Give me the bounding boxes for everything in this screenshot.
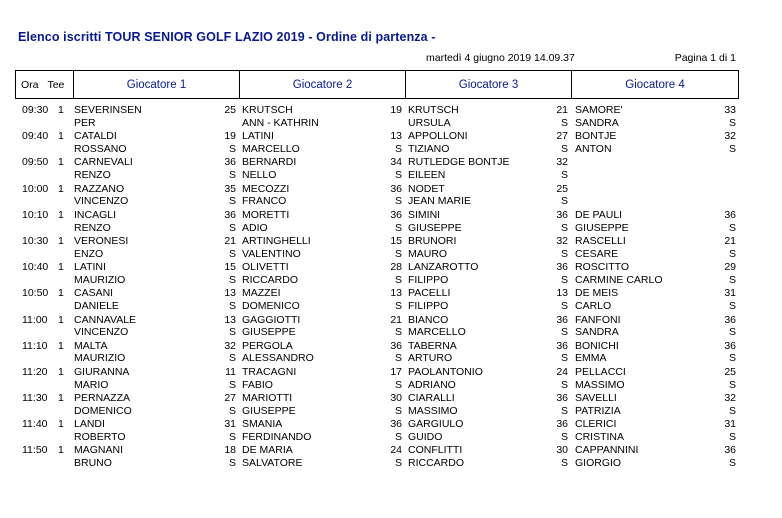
player-4-first-name: GIUSEPPE [575,221,629,234]
player-1-first-name: DOMENICO [74,404,132,417]
player-4-first-name: CARLO [575,300,612,313]
player-4-category: S [728,326,736,339]
player-3-handicap: 36 [556,261,568,274]
player-4-first-name: CRISTINA [575,431,625,444]
player-4-first-name: PATRIZIA [575,404,621,417]
tee-time: 10:50 [22,287,49,300]
player-4-last-name: BONTJE [575,130,617,143]
start-list [0,104,782,471]
player-3-first-name: MARCELLO [408,326,466,339]
tee-time: 11:40 [22,418,48,431]
player-1-handicap: 36 [224,156,236,169]
player-2-last-name: TRACAGNI [242,365,297,378]
player-1-last-name: CARNEVALI [74,156,133,169]
player-1-last-name: CANNAVALE [74,313,137,326]
player-3-handicap: 36 [556,208,568,221]
tee-number: 1 [58,208,64,221]
player-1-last-name: VERONESI [74,234,129,247]
player-1-category: S [228,431,236,444]
player-4-last-name: DE PAULI [575,208,623,221]
player-4-handicap: 33 [724,104,736,116]
player-3-handicap: 24 [556,365,568,378]
player-4-category: S [728,352,736,365]
player-3-category: S [560,300,568,313]
player-1-last-name: MALTA [74,339,108,352]
player-2-last-name: LATINI [242,130,274,143]
player-3-last-name: PACELLI [408,287,451,300]
tee-number: 1 [58,104,64,116]
player-2-category: S [394,457,402,470]
player-2-first-name: SALVATORE [242,457,303,470]
player-1-handicap: 13 [224,287,236,300]
player-2-category: S [394,404,402,417]
player-2-first-name: GIUSEPPE [242,326,296,339]
player-4-last-name: BONICHI [575,339,619,352]
player-2-category: S [394,221,402,234]
player-1-last-name: CASANI [74,287,114,300]
player-4-first-name: EMMA [575,352,607,365]
tee-time: 11:30 [22,392,48,405]
tee-number: 1 [58,339,64,352]
player-1-category: S [228,273,236,286]
player-2-last-name: SMANIA [242,418,283,431]
player-4-handicap: 32 [724,130,736,143]
table-row [0,392,782,418]
player-1-first-name: ENZO [74,247,104,260]
player-2-first-name: RICCARDO [242,273,299,286]
player-2-category: S [394,247,402,260]
player-3-category: S [560,404,568,417]
player-3-last-name: NODET [408,182,445,195]
player-1-category: S [228,247,236,260]
player-1-last-name: INCAGLI [74,208,117,221]
player-2-category: S [394,142,402,155]
player-3-first-name: MASSIMO [408,404,458,417]
player-4-last-name: SAMORE' [575,104,623,116]
player-2-handicap: 36 [390,339,402,352]
player-3-last-name: CIARALLI [408,392,455,405]
player-3-last-name: LANZAROTTO [408,261,479,274]
player-3-last-name: BIANCO [408,313,449,326]
player-1-first-name: RENZO [74,221,111,234]
player-4-handicap: 36 [724,208,736,221]
player-4-first-name: CESARE [575,247,619,260]
column-header-player-3: Giocatore 3 [405,71,571,98]
player-4-handicap: 25 [724,365,736,378]
tee-time: 11:50 [22,444,48,457]
player-1-last-name: LANDI [74,418,105,431]
player-3-category: S [560,247,568,260]
player-4-last-name: ROSCITTO [575,261,630,274]
column-header-tee: Tee [47,78,65,91]
player-2-category: S [394,195,402,208]
player-3-last-name: CONFLITTI [408,444,463,457]
player-2-handicap: 17 [390,365,402,378]
player-3-first-name: FILIPPO [408,273,449,286]
player-3-last-name: GARGIULO [408,418,464,431]
player-1-first-name: ROSSANO [74,142,127,155]
player-4-first-name: CARMINE CARLO [575,273,663,286]
player-3-first-name: EILEEN [408,169,446,182]
column-header-ora: Ora [21,78,39,91]
player-3-category: S [560,221,568,234]
tee-time: 11:00 [22,313,48,326]
tee-time: 10:10 [22,208,49,221]
tee-time: 09:50 [22,156,49,169]
player-3-first-name: JEAN MARIE [408,195,472,208]
player-2-category: S [394,300,402,313]
player-4-last-name: DE MEIS [575,287,619,300]
player-4-category: S [728,457,736,470]
player-1-last-name: CATALDI [74,130,117,143]
player-3-category: S [560,169,568,182]
player-4-last-name: RASCELLI [575,234,626,247]
player-2-last-name: MARIOTTI [242,392,293,405]
player-3-first-name: RICCARDO [408,457,465,470]
player-3-last-name: SIMINI [408,208,441,221]
player-2-last-name: PERGOLA [242,339,293,352]
player-3-first-name: ADRIANO [408,378,456,391]
player-4-category: S [728,116,736,129]
player-3-category: S [560,273,568,286]
player-2-first-name: GIUSEPPE [242,404,296,417]
table-row [0,183,782,209]
table-row [0,209,782,235]
player-2-category: S [394,431,402,444]
tee-number: 1 [58,287,64,300]
player-3-category: S [560,457,568,470]
player-3-handicap: 30 [556,444,568,457]
player-4-category: S [728,142,736,155]
tee-time: 10:30 [22,234,49,247]
table-row [0,261,782,287]
tee-number: 1 [58,130,64,143]
player-4-category: S [728,378,736,391]
column-header-ora-tee [16,71,73,98]
player-1-category: S [228,378,236,391]
player-4-last-name: CAPPANNINI [575,444,639,457]
table-row [0,418,782,444]
player-1-category: S [228,221,236,234]
table-row [0,366,782,392]
player-3-last-name: APPOLLONI [408,130,468,143]
player-1-handicap: 32 [224,339,236,352]
column-header-player-2: Giocatore 2 [239,71,405,98]
player-2-category: S [394,378,402,391]
player-2-handicap: 24 [390,444,402,457]
player-1-last-name: LATINI [74,261,106,274]
player-2-last-name: DE MARIA [242,444,293,457]
tee-number: 1 [58,234,64,247]
player-1-first-name: VINCENZO [74,195,129,208]
player-2-last-name: GAGGIOTTI [242,313,301,326]
player-3-handicap: 13 [556,287,568,300]
print-date: martedì 4 giugno 2019 14.09.37 [426,52,575,64]
player-2-first-name: ADIO [242,221,268,234]
player-2-last-name: MAZZEI [242,287,281,300]
player-1-last-name: MAGNANI [74,444,124,457]
table-row [0,130,782,156]
player-2-handicap: 13 [390,130,402,143]
page-indicator: Pagina 1 di 1 [674,52,736,64]
player-1-last-name: SEVERINSEN [74,104,142,116]
player-2-handicap: 13 [390,287,402,300]
player-4-handicap: 36 [724,339,736,352]
player-3-last-name: TABERNA [408,339,457,352]
player-1-handicap: 27 [224,392,236,405]
player-2-last-name: ARTINGHELLI [242,234,311,247]
player-4-first-name: SANDRA [575,116,619,129]
player-4-category: S [728,273,736,286]
player-4-category: S [728,431,736,444]
player-1-first-name: VINCENZO [74,326,129,339]
player-1-first-name: PER [74,116,96,129]
player-1-category: S [228,195,236,208]
player-3-last-name: BRUNORI [408,234,457,247]
player-3-first-name: GUIDO [408,431,443,444]
table-row [0,104,782,130]
player-3-handicap: 36 [556,339,568,352]
player-2-last-name: OLIVETTI [242,261,289,274]
player-2-last-name: BERNARDI [242,156,297,169]
player-2-first-name: VALENTINO [242,247,301,260]
tee-time: 10:40 [22,261,49,274]
player-1-category: S [228,326,236,339]
player-2-handicap: 21 [390,313,402,326]
player-2-handicap: 36 [390,208,402,221]
player-1-first-name: RENZO [74,169,111,182]
player-3-category: S [560,142,568,155]
table-row [0,314,782,340]
player-2-first-name: MARCELLO [242,142,300,155]
tee-time: 11:10 [22,339,48,352]
player-4-last-name: PELLACCI [575,365,626,378]
tee-number: 1 [58,182,64,195]
tee-number: 1 [58,365,64,378]
table-row [0,340,782,366]
player-3-first-name: TIZIANO [408,142,450,155]
tee-number: 1 [58,313,64,326]
player-3-handicap: 36 [556,418,568,431]
player-4-first-name: SANDRA [575,326,619,339]
tee-time: 10:00 [22,182,49,195]
player-3-last-name: PAOLANTONIO [408,365,483,378]
player-1-handicap: 11 [225,365,236,378]
player-2-handicap: 36 [390,182,402,195]
player-1-handicap: 36 [224,208,236,221]
player-2-handicap: 19 [390,104,402,116]
player-1-category: S [228,142,236,155]
player-4-handicap: 29 [724,261,736,274]
player-1-handicap: 13 [224,313,236,326]
player-1-handicap: 15 [224,261,236,274]
tee-time: 09:30 [22,104,49,116]
player-4-category: S [728,404,736,417]
player-4-category: S [728,221,736,234]
player-1-handicap: 18 [224,444,236,457]
player-3-first-name: FILIPPO [408,300,449,313]
tee-number: 1 [58,418,64,431]
player-1-category: S [228,169,236,182]
player-1-handicap: 19 [224,130,236,143]
table-row [0,287,782,313]
player-3-last-name: KRUTSCH [408,104,459,116]
player-3-category: S [560,116,568,129]
player-2-first-name: NELLO [242,169,277,182]
player-4-handicap: 31 [724,418,736,431]
player-2-last-name: MECOZZI [242,182,290,195]
player-2-category: S [394,169,402,182]
player-3-handicap: 21 [556,104,568,116]
player-3-first-name: GIUSEPPE [408,221,462,234]
player-1-first-name: MAURIZIO [74,273,126,286]
player-1-last-name: PERNAZZA [74,392,131,405]
player-4-last-name: SAVELLI [575,392,617,405]
player-2-first-name: FERDINANDO [242,431,312,444]
player-2-category: S [394,273,402,286]
player-1-handicap: 35 [224,182,236,195]
player-3-first-name: MAURO [408,247,448,260]
player-4-first-name: MASSIMO [575,378,625,391]
tee-number: 1 [58,156,64,169]
player-2-handicap: 36 [390,418,402,431]
column-header-player-4: Giocatore 4 [571,71,738,98]
tee-number: 1 [58,261,64,274]
player-3-handicap: 27 [556,130,568,143]
player-4-handicap: 32 [724,392,736,405]
player-2-first-name: DOMENICO [242,300,300,313]
player-2-first-name: FRANCO [242,195,287,208]
player-2-handicap: 28 [390,261,402,274]
player-2-category: S [394,352,402,365]
player-2-first-name: FABIO [242,378,273,391]
player-3-handicap: 36 [556,313,568,326]
player-3-category: S [560,431,568,444]
table-header [15,70,739,99]
table-row [0,156,782,182]
tee-time: 11:20 [22,365,48,378]
player-1-category: S [228,404,236,417]
player-4-first-name: GIORGIO [575,457,622,470]
player-1-category: S [228,300,236,313]
player-1-last-name: GIURANNA [74,365,130,378]
player-4-category: S [728,247,736,260]
player-2-handicap: 15 [390,234,402,247]
player-1-first-name: MAURIZIO [74,352,126,365]
player-4-first-name: ANTON [575,142,612,155]
player-2-first-name: ANN - KATHRIN [242,116,319,129]
tee-time: 09:40 [22,130,49,143]
player-2-handicap: 30 [390,392,402,405]
player-2-first-name: ALESSANDRO [242,352,314,365]
player-3-first-name: URSULA [408,116,451,129]
player-3-handicap: 32 [556,234,568,247]
player-2-last-name: KRUTSCH [242,104,293,116]
player-4-handicap: 36 [724,444,736,457]
player-2-last-name: MORETTI [242,208,290,221]
player-1-last-name: RAZZANO [74,182,125,195]
player-1-category: S [228,457,236,470]
player-1-handicap: 21 [224,234,236,247]
player-3-category: S [560,326,568,339]
player-3-handicap: 25 [556,182,568,195]
player-4-handicap: 36 [724,313,736,326]
report-title: Elenco iscritti TOUR SENIOR GOLF LAZIO 2019 - Ordine di partenza - [18,30,436,44]
player-3-handicap: 36 [556,392,568,405]
player-1-handicap: 25 [224,104,236,116]
player-2-handicap: 34 [390,156,402,169]
player-3-category: S [560,195,568,208]
player-4-last-name: FANFONI [575,313,621,326]
player-1-first-name: MARIO [74,378,109,391]
table-row [0,444,782,470]
player-4-handicap: 31 [724,287,736,300]
player-4-handicap: 21 [724,234,736,247]
tee-number: 1 [58,392,64,405]
player-1-first-name: DANIELE [74,300,119,313]
player-3-category: S [560,378,568,391]
player-4-category: S [728,300,736,313]
player-2-category: S [394,326,402,339]
player-1-handicap: 31 [224,418,236,431]
player-3-last-name: RUTLEDGE BONTJE [408,156,510,169]
player-3-first-name: ARTURO [408,352,453,365]
player-1-first-name: ROBERTO [74,431,126,444]
player-4-last-name: CLERICI [575,418,617,431]
tee-number: 1 [58,444,64,457]
column-header-player-1: Giocatore 1 [73,71,239,98]
table-row [0,235,782,261]
player-3-category: S [560,352,568,365]
player-1-category: S [228,352,236,365]
player-3-handicap: 32 [556,156,568,169]
player-1-first-name: BRUNO [74,457,112,470]
